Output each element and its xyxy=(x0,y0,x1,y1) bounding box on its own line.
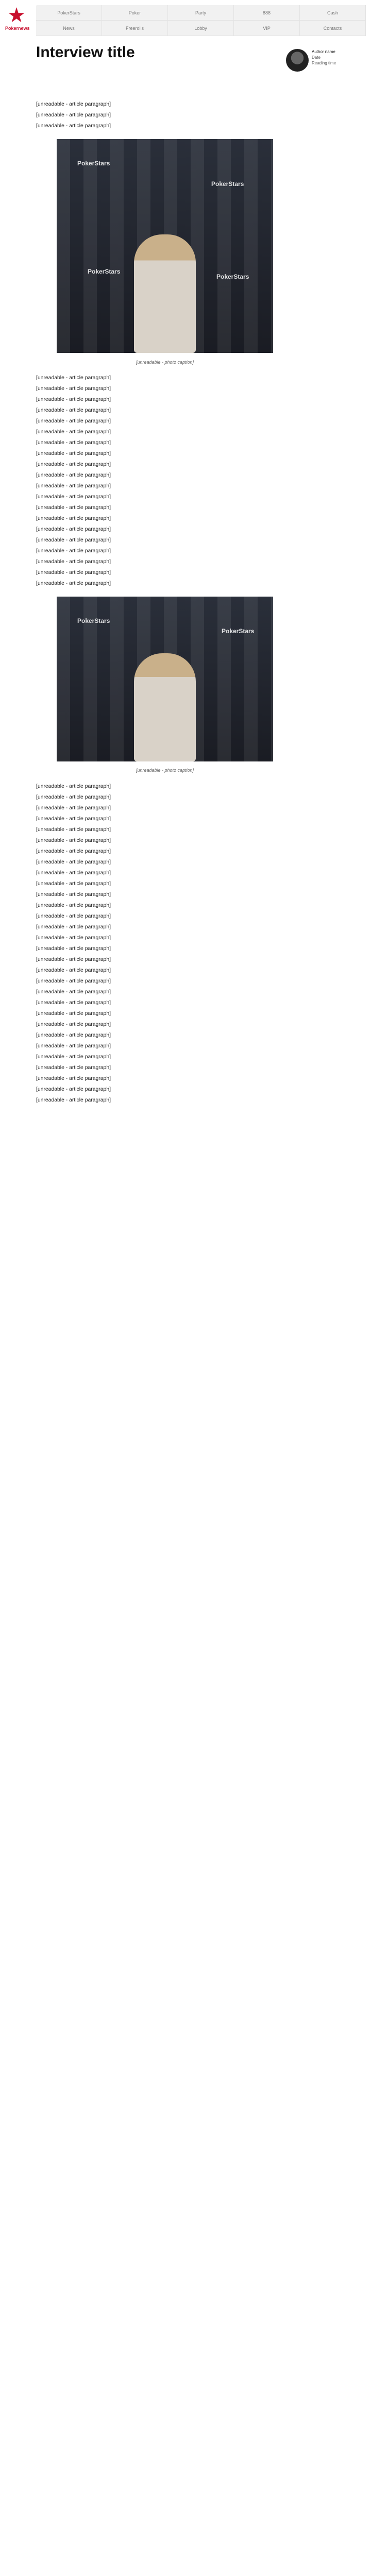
author-meta xyxy=(312,49,336,66)
article-paragraph: [unreadable - article paragraph] xyxy=(36,1043,111,1049)
top-menu-item[interactable]: 888 xyxy=(234,5,300,21)
article-paragraph: [unreadable - article paragraph] xyxy=(36,505,111,511)
figure-1-image xyxy=(57,139,273,353)
article-paragraph: [unreadable - article paragraph] xyxy=(36,1097,111,1103)
top-menu-item[interactable]: PokerStars xyxy=(36,5,102,21)
article-paragraph: [unreadable - article paragraph] xyxy=(36,418,111,424)
person-photo xyxy=(134,234,196,353)
page-title: Interview title xyxy=(36,44,135,61)
figure-1-caption: [unreadable - photo caption] xyxy=(136,360,194,365)
article-paragraph: [unreadable - article paragraph] xyxy=(36,1022,111,1027)
author-block[interactable] xyxy=(286,49,368,75)
article-paragraph: [unreadable - article paragraph] xyxy=(36,483,111,489)
top-menu-item[interactable]: Freerolls xyxy=(102,21,168,36)
paragraphs-2 xyxy=(36,374,294,587)
top-menu-item[interactable]: Contacts xyxy=(300,21,366,36)
sponsor-logo: PokerStars xyxy=(88,268,121,275)
article-paragraph: [unreadable - article paragraph] xyxy=(36,472,111,478)
article-paragraph: [unreadable - article paragraph] xyxy=(36,784,111,789)
article-paragraph: [unreadable - article paragraph] xyxy=(36,989,111,995)
article-paragraph: [unreadable - article paragraph] xyxy=(36,559,111,565)
author-name: Author name xyxy=(312,49,335,54)
author-readtime: Reading time xyxy=(312,61,336,65)
article-paragraph: [unreadable - article paragraph] xyxy=(36,1032,111,1038)
top-menu-item[interactable]: News xyxy=(36,21,102,36)
article-paragraph: [unreadable - article paragraph] xyxy=(36,794,111,800)
article-paragraph: [unreadable - article paragraph] xyxy=(36,892,111,897)
article-paragraph: [unreadable - article paragraph] xyxy=(36,968,111,973)
site-logo[interactable] xyxy=(5,5,28,46)
top-menu xyxy=(36,5,366,36)
article-paragraph: [unreadable - article paragraph] xyxy=(36,903,111,908)
figure-1 xyxy=(36,139,294,371)
article-paragraph: [unreadable - article paragraph] xyxy=(36,386,111,392)
article-paragraph: [unreadable - article paragraph] xyxy=(36,516,111,521)
article-paragraph: [unreadable - article paragraph] xyxy=(36,123,111,129)
sponsor-logo: PokerStars xyxy=(222,628,255,635)
article-paragraph: [unreadable - article paragraph] xyxy=(36,870,111,876)
article-paragraph: [unreadable - article paragraph] xyxy=(36,1076,111,1081)
top-menu-item[interactable]: Poker xyxy=(102,5,168,21)
article-paragraph: [unreadable - article paragraph] xyxy=(36,978,111,984)
article-paragraph: [unreadable - article paragraph] xyxy=(36,881,111,887)
top-menu-item[interactable]: Party xyxy=(168,5,234,21)
avatar xyxy=(286,49,309,72)
article-paragraph: [unreadable - article paragraph] xyxy=(36,816,111,822)
article-body xyxy=(36,100,294,1107)
article-paragraph: [unreadable - article paragraph] xyxy=(36,957,111,962)
figure-2-image xyxy=(57,597,273,761)
star-icon: ★ xyxy=(7,4,26,27)
article-paragraph: [unreadable - article paragraph] xyxy=(36,1011,111,1016)
article-paragraph: [unreadable - article paragraph] xyxy=(36,805,111,811)
article-paragraph: [unreadable - article paragraph] xyxy=(36,1087,111,1092)
top-menu-item[interactable]: Cash xyxy=(300,5,366,21)
paragraphs-1 xyxy=(36,100,294,130)
figure-2 xyxy=(36,597,294,779)
article-paragraph: [unreadable - article paragraph] xyxy=(36,827,111,833)
brand-text: Pokernews xyxy=(5,26,30,31)
article-paragraph: [unreadable - article paragraph] xyxy=(36,913,111,919)
sponsor-logo: PokerStars xyxy=(77,160,110,167)
article-paragraph: [unreadable - article paragraph] xyxy=(36,849,111,854)
article-paragraph: [unreadable - article paragraph] xyxy=(36,838,111,843)
article-paragraph: [unreadable - article paragraph] xyxy=(36,462,111,467)
sponsor-logo: PokerStars xyxy=(77,617,110,624)
article-paragraph: [unreadable - article paragraph] xyxy=(36,570,111,575)
article-paragraph: [unreadable - article paragraph] xyxy=(36,1065,111,1071)
sponsor-logo: PokerStars xyxy=(211,180,244,188)
author-date: Date xyxy=(312,55,321,60)
article-paragraph: [unreadable - article paragraph] xyxy=(36,101,111,107)
article-paragraph: [unreadable - article paragraph] xyxy=(36,527,111,532)
article-paragraph: [unreadable - article paragraph] xyxy=(36,1000,111,1006)
article-paragraph: [unreadable - article paragraph] xyxy=(36,440,111,446)
article-paragraph: [unreadable - article paragraph] xyxy=(36,924,111,930)
article-paragraph: [unreadable - article paragraph] xyxy=(36,946,111,952)
article-paragraph: [unreadable - article paragraph] xyxy=(36,451,111,456)
paragraphs-3 xyxy=(36,783,294,1104)
article-paragraph: [unreadable - article paragraph] xyxy=(36,429,111,435)
article-paragraph: [unreadable - article paragraph] xyxy=(36,581,111,586)
article-paragraph: [unreadable - article paragraph] xyxy=(36,859,111,865)
article-paragraph: [unreadable - article paragraph] xyxy=(36,397,111,402)
article-paragraph: [unreadable - article paragraph] xyxy=(36,408,111,413)
article-paragraph: [unreadable - article paragraph] xyxy=(36,112,111,118)
person-photo xyxy=(134,653,196,761)
article-paragraph: [unreadable - article paragraph] xyxy=(36,548,111,554)
sponsor-logo: PokerStars xyxy=(216,273,249,280)
figure-2-caption: [unreadable - photo caption] xyxy=(136,768,194,773)
article-paragraph: [unreadable - article paragraph] xyxy=(36,935,111,941)
article-paragraph: [unreadable - article paragraph] xyxy=(36,494,111,500)
article-paragraph: [unreadable - article paragraph] xyxy=(36,375,111,381)
top-menu-item[interactable]: VIP xyxy=(234,21,300,36)
article-paragraph: [unreadable - article paragraph] xyxy=(36,537,111,543)
article-paragraph: [unreadable - article paragraph] xyxy=(36,1054,111,1060)
top-menu-item[interactable]: Lobby xyxy=(168,21,234,36)
